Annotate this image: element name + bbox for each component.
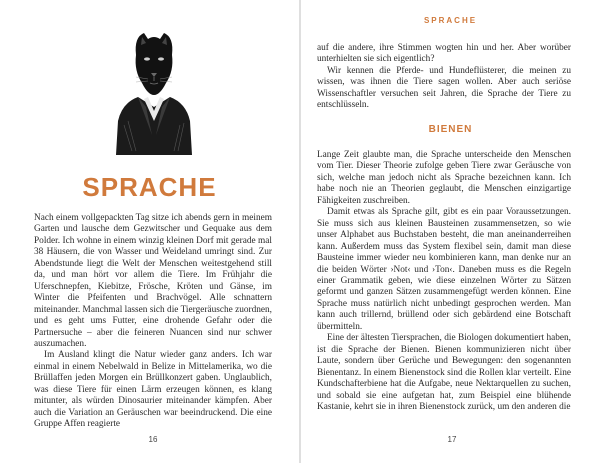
paragraph: Damit etwas als Sprache gilt, gibt es ein paar Voraussetzungen. Sie muss sich aus kleinen Bausteinen zusammensetzen, so wie unser Alphabet aus Buchstaben besteht, die man aneinanderreihen kann. Außerdem muss das System flexibel sein, damit man diese Bausteine immer wieder neu kombinieren kann, man denke nur an die beiden Wörter ›Not‹ und ›Ton‹. Daneben muss es die Regeln einer Grammatik geben, wie diese einzelnen Wörter zu Sätzen geformt und ganzen Sätzen zusammengefügt werden können. Eine Sprache muss natürlich nicht unbedingt gesprochen werden. Man kann auch trillernd, brüllend oder sich gebärdend eine Botschaft übermitteln. bbox=[317, 207, 571, 332]
paragraph: Im Ausland klingt die Natur wieder ganz anders. Ich war einmal in einem Nebelwald in Belize in Mittelamerika, wo die Brüllaffen jeden Morgen ein Brüllkonzert gaben. Unglaublich, was diese Tiere für einen Lärm erzeugen können, es klang mitunter, als würden Dinosaurier miteinander kämpfen. Aber auch die Variation an Geräuschen war beeindruckend. Die eine Gruppe Affen reagierte bbox=[34, 350, 272, 430]
section-heading: BIENEN bbox=[428, 124, 473, 135]
right-top-text bbox=[317, 43, 571, 112]
right-page bbox=[301, 0, 600, 463]
paragraph: auf die andere, ihre Stimmen wogten hin und her. Aber worüber unterhielten sie sich eigentlich? bbox=[317, 43, 571, 65]
paragraph: Wir kennen die Pferde- und Hundeflüsterer, die meinen zu wissen, was ihnen die Tiere sagen wollen. Aber auch seriöse Wissenschaftler versuchen seit Jahren, die Sprache der Tiere zu entschlüsseln. bbox=[317, 65, 571, 111]
page-number-left: 16 bbox=[148, 435, 158, 444]
right-section-text bbox=[317, 150, 571, 413]
paragraph: Lange Zeit glaubte man, die Sprache unterscheide den Menschen vom Tier. Dieser Theorie zufolge geben Tiere zwar Geräusche von sich, welche man jedoch nicht als Sprache bezeichnen kann. Ich habe noch nie an Theorien geglaubt, die Menschen einzigartige Fähigkeiten zuschreiben. bbox=[317, 150, 571, 206]
chapter-title: SPRACHE bbox=[82, 172, 217, 202]
paragraph: Nach einem vollgepackten Tag sitze ich abends gern in meinem Garten und lausche dem Gezwitscher und Gequake aus dem Polder. Ich wohne in einem winzig kleinen Dorf mit gerade mal 38 Häusern, die von Wasser und Weideland umringt sind. Zur Abendstunde liegt die Welt der Menschen weitestgehend still da, und man hört vor allem die Tiere. Im Frühjahr die Uferschnepfen, Kiebitze, Frösche, Kröten und Gänse, im Winter die Pfeifenten und Brachvögel. Alle schnattern miteinander. Manchmal lassen sich die Tiergeräusche zuordnen, und es geht ums Futter, eine drohende Gefahr oder die Partnersuche – aber die feineren Nuancen sind nur schwer auszumachen. bbox=[34, 213, 272, 349]
page-number-right: 17 bbox=[447, 435, 457, 444]
panther-in-suit-illustration bbox=[108, 25, 200, 155]
running-head: SPRACHE bbox=[423, 16, 478, 25]
paragraph: Eine der ältesten Tiersprachen, die Biologen dokumentiert haben, ist die Sprache der Bienen. Bienen kommunizieren nicht über Laute, sondern über Gerüche und Bewegungen: den sogenannten Bienentanz. In einem Bienenstock sind die Rollen klar verteilt. Eine Kundschafterbiene hat die Aufgabe, neue Nektarquellen zu suchen, und sobald sie eine aufgetan hat, zum Beispiel eine blühende Kastanie, kehrt sie in ihren Bienenstock zurück, um den anderen die bbox=[317, 333, 571, 412]
left-page bbox=[0, 0, 299, 463]
left-body-text bbox=[34, 213, 272, 431]
